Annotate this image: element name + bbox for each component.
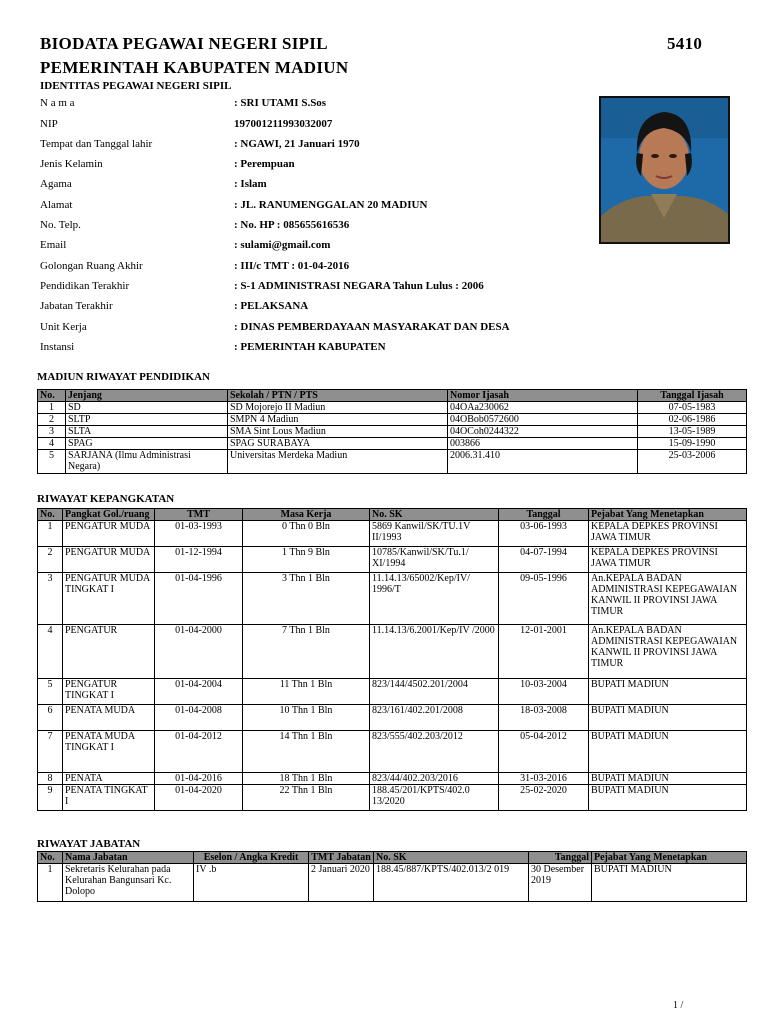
table-cell: 188.45/201/KPTS/402.0 13/2020 (370, 785, 499, 811)
table-row (38, 773, 747, 785)
table-cell: 823/44/402.203/2016 (370, 773, 499, 785)
page-number: 1 / (673, 1000, 684, 1011)
identity-label: Tempat dan Tanggal lahir (40, 138, 153, 150)
table-cell: 01-04-2016 (155, 773, 243, 785)
table-cell: 003866 (448, 438, 638, 450)
column-header: Nomor Ijasah (448, 390, 638, 402)
table-cell: SMPN 4 Madiun (228, 414, 448, 426)
table-cell: 01-04-2020 (155, 785, 243, 811)
table-cell: 04OCoh0244322 (448, 426, 638, 438)
table-row (38, 573, 747, 625)
identity-label: Instansi (40, 341, 75, 353)
document-code: 5410 (667, 34, 703, 53)
table-cell: 3 (38, 573, 63, 625)
table-cell: An.KEPALA BADAN ADMINISTRASI KEPEGAWAIAN KANWIL II PROVINSI JAWA TIMUR (589, 573, 747, 625)
table-cell: 4 (38, 625, 63, 679)
identity-row (40, 118, 600, 132)
table-cell: 4 (38, 438, 66, 450)
column-header: TMT Jabatan (309, 852, 374, 864)
table-cell: SARJANA (Ilmu Administrasi Negara) (66, 450, 228, 474)
table-row (38, 731, 747, 773)
table-cell: 5 (38, 450, 66, 474)
table-row (38, 547, 747, 573)
table-row (38, 450, 747, 474)
identity-row (40, 97, 600, 111)
table-row (38, 785, 747, 811)
profile-photo (599, 96, 730, 244)
table-cell: 8 (38, 773, 63, 785)
education-table (37, 389, 747, 474)
identity-row (40, 178, 600, 192)
table-cell: PENATA (63, 773, 155, 785)
column-header: No. (38, 390, 66, 402)
table-row (38, 426, 747, 438)
table-cell: PENGATUR MUDA (63, 521, 155, 547)
column-header: Nama Jabatan (63, 852, 194, 864)
table-cell: 25-02-2020 (499, 785, 589, 811)
identity-value: : SRI UTAMI S.Sos (234, 97, 327, 109)
table-cell: PENATA TINGKAT I (63, 785, 155, 811)
table-cell: 5869 Kanwil/SK/TU.1V II/1993 (370, 521, 499, 547)
table-cell: SPAG (66, 438, 228, 450)
table-cell: 01-04-2008 (155, 705, 243, 731)
table-cell: 04OBob0572600 (448, 414, 638, 426)
column-header: Sekolah / PTN / PTS (228, 390, 448, 402)
table-cell: PENATA MUDA (63, 705, 155, 731)
identity-value: : Islam (234, 178, 267, 190)
identity-label: Pendidikan Terakhir (40, 280, 130, 292)
table-cell: 823/555/402.203/2012 (370, 731, 499, 773)
table-cell: 1 Thn 9 Bln (243, 547, 370, 573)
table-cell: SMA Sint Lous Madiun (228, 426, 448, 438)
table-cell: SPAG SURABAYA (228, 438, 448, 450)
identity-label: Unit Kerja (40, 321, 87, 333)
column-header: Pejabat Yang Menetapkan (592, 852, 747, 864)
identity-label: No. Telp. (40, 219, 81, 231)
table-cell: 7 (38, 731, 63, 773)
identity-label: Alamat (40, 199, 73, 211)
identity-row (40, 341, 600, 355)
table-cell: 04-07-1994 (499, 547, 589, 573)
table-cell: 14 Thn 1 Bln (243, 731, 370, 773)
identity-value: : III/c TMT : 01-04-2016 (234, 260, 350, 272)
identity-label: Jenis Kelamin (40, 158, 103, 170)
table-cell: BUPATI MADIUN (589, 731, 747, 773)
table-cell: 7 Thn 1 Bln (243, 625, 370, 679)
rank-table (37, 508, 747, 811)
table-cell: 823/144/4502.201/2004 (370, 679, 499, 705)
table-cell: PENGATUR (63, 625, 155, 679)
table-cell: 30 Desember 2019 (529, 864, 592, 902)
table-cell: 01-04-2000 (155, 625, 243, 679)
document-subtitle: PEMERINTAH KABUPATEN MADIUN (40, 58, 349, 77)
table-cell: 05-04-2012 (499, 731, 589, 773)
identity-label: Agama (40, 178, 72, 190)
table-row (38, 438, 747, 450)
identity-label: NIP (40, 118, 58, 130)
table-row (38, 402, 747, 414)
table-cell: 2 (38, 547, 63, 573)
table-cell: 1 (38, 864, 63, 902)
section-identity-title: IDENTITAS PEGAWAI NEGERI SIPIL (40, 80, 232, 92)
table-cell: 18 Thn 1 Bln (243, 773, 370, 785)
column-header: Tanggal (529, 852, 592, 864)
table-cell: 823/161/402.201/2008 (370, 705, 499, 731)
table-cell: 2 Januari 2020 (309, 864, 374, 902)
table-cell: 6 (38, 705, 63, 731)
table-row (38, 625, 747, 679)
table-cell: BUPATI MADIUN (589, 785, 747, 811)
portrait-image (601, 98, 728, 242)
column-header: No. SK (370, 509, 499, 521)
column-header: No. SK (374, 852, 529, 864)
table-cell: Sekretaris Kelurahan pada Kelurahan Bangunsari Kc. Dolopo (63, 864, 194, 902)
table-cell: SD (66, 402, 228, 414)
table-cell: 01-12-1994 (155, 547, 243, 573)
table-cell: 04OAa230062 (448, 402, 638, 414)
identity-row (40, 138, 600, 152)
table-cell: IV .b (194, 864, 309, 902)
rank-section-title: RIWAYAT KEPANGKATAN (37, 493, 175, 505)
table-cell: 10-03-2004 (499, 679, 589, 705)
table-cell: 13-05-1989 (638, 426, 747, 438)
column-header: Eselon / Angka Kredit (194, 852, 309, 864)
table-cell: 2 (38, 414, 66, 426)
identity-label: Golongan Ruang Akhir (40, 260, 143, 272)
table-cell: 1 (38, 402, 66, 414)
table-cell: 3 (38, 426, 66, 438)
table-cell: 0 Thn 0 Bln (243, 521, 370, 547)
education-section-title: MADIUN RIWAYAT PENDIDIKAN (37, 371, 210, 383)
table-cell: 01-04-2012 (155, 731, 243, 773)
column-header: Tanggal (499, 509, 589, 521)
table-cell: 11.14.13/6.2001/Kep/IV /2000 (370, 625, 499, 679)
table-cell: 02-06-1986 (638, 414, 747, 426)
column-header: No. (38, 509, 63, 521)
table-row (38, 414, 747, 426)
position-table (37, 851, 747, 902)
table-cell: BUPATI MADIUN (589, 679, 747, 705)
column-header: Tanggal Ijasah (638, 390, 747, 402)
identity-row (40, 260, 600, 274)
identity-row (40, 219, 600, 233)
identity-row (40, 321, 600, 335)
table-cell: PENATA MUDA TINGKAT I (63, 731, 155, 773)
table-cell: KEPALA DEPKES PROVINSI JAWA TIMUR (589, 547, 747, 573)
table-row (38, 679, 747, 705)
table-cell: An.KEPALA BADAN ADMINISTRASI KEPEGAWAIAN KANWIL II PROVINSI JAWA TIMUR (589, 625, 747, 679)
identity-value: : NGAWI, 21 Januari 1970 (234, 138, 360, 150)
column-header: Pejabat Yang Menetapkan (589, 509, 747, 521)
table-cell: 01-03-1993 (155, 521, 243, 547)
column-header: Jenjang (66, 390, 228, 402)
table-cell: KEPALA DEPKES PROVINSI JAWA TIMUR (589, 521, 747, 547)
table-cell: 09-05-1996 (499, 573, 589, 625)
table-cell: Universitas Merdeka Madiun (228, 450, 448, 474)
identity-value: : PEMERINTAH KABUPATEN (234, 341, 386, 353)
identity-label: Jabatan Terakhir (40, 300, 113, 312)
identity-value: : PELAKSANA (234, 300, 309, 312)
document-title: BIODATA PEGAWAI NEGERI SIPIL (40, 34, 328, 53)
identity-value: : Perempuan (234, 158, 295, 170)
identity-value: : DINAS PEMBERDAYAAN MASYARAKAT DAN DESA (234, 321, 510, 333)
table-cell: 07-05-1983 (638, 402, 747, 414)
table-row (38, 864, 747, 902)
table-cell: BUPATI MADIUN (589, 773, 747, 785)
table-cell: PENGATUR TINGKAT I (63, 679, 155, 705)
table-cell: PENGATUR MUDA TINGKAT I (63, 573, 155, 625)
table-row (38, 705, 747, 731)
identity-row (40, 280, 600, 294)
table-cell: 03-06-1993 (499, 521, 589, 547)
table-cell: SLTP (66, 414, 228, 426)
table-cell: BUPATI MADIUN (592, 864, 747, 902)
identity-label: N a m a (40, 97, 75, 109)
identity-value: 197001211993032007 (234, 118, 333, 130)
column-header: No. (38, 852, 63, 864)
table-cell: BUPATI MADIUN (589, 705, 747, 731)
identity-value: : No. HP : 085655616536 (234, 219, 350, 231)
table-cell: 10 Thn 1 Bln (243, 705, 370, 731)
table-cell: 3 Thn 1 Bln (243, 573, 370, 625)
column-header: Pangkat Gol./ruang (63, 509, 155, 521)
identity-row (40, 300, 600, 314)
table-cell: SLTA (66, 426, 228, 438)
table-cell: 01-04-1996 (155, 573, 243, 625)
position-section-title: RIWAYAT JABATAN (37, 838, 141, 850)
table-cell: 11 Thn 1 Bln (243, 679, 370, 705)
identity-row (40, 239, 600, 253)
table-cell: 25-03-2006 (638, 450, 747, 474)
table-cell: 15-09-1990 (638, 438, 747, 450)
table-cell: 22 Thn 1 Bln (243, 785, 370, 811)
table-cell: 10785/Kanwil/SK/Tu.1/ XI/1994 (370, 547, 499, 573)
identity-value: : S-1 ADMINISTRASI NEGARA Tahun Lulus : 2006 (234, 280, 484, 292)
table-cell: 12-01-2001 (499, 625, 589, 679)
table-cell: 1 (38, 521, 63, 547)
table-cell: 18-03-2008 (499, 705, 589, 731)
table-cell: 5 (38, 679, 63, 705)
table-cell: 9 (38, 785, 63, 811)
table-cell: 188.45/887/KPTS/402.013/2 019 (374, 864, 529, 902)
identity-value: : sulami@gmail.com (234, 239, 331, 251)
table-cell: PENGATUR MUDA (63, 547, 155, 573)
identity-row (40, 199, 600, 213)
column-header: Masa Kerja (243, 509, 370, 521)
table-cell: 01-04-2004 (155, 679, 243, 705)
table-row (38, 521, 747, 547)
table-cell: 2006.31.410 (448, 450, 638, 474)
identity-row (40, 158, 600, 172)
identity-value: : JL. RANUMENGGALAN 20 MADIUN (234, 199, 428, 211)
table-cell: 31-03-2016 (499, 773, 589, 785)
table-cell: SD Mojorejo II Madiun (228, 402, 448, 414)
column-header: TMT (155, 509, 243, 521)
table-cell: 11.14.13/65002/Kep/IV/ 1996/T (370, 573, 499, 625)
identity-label: Email (40, 239, 67, 251)
